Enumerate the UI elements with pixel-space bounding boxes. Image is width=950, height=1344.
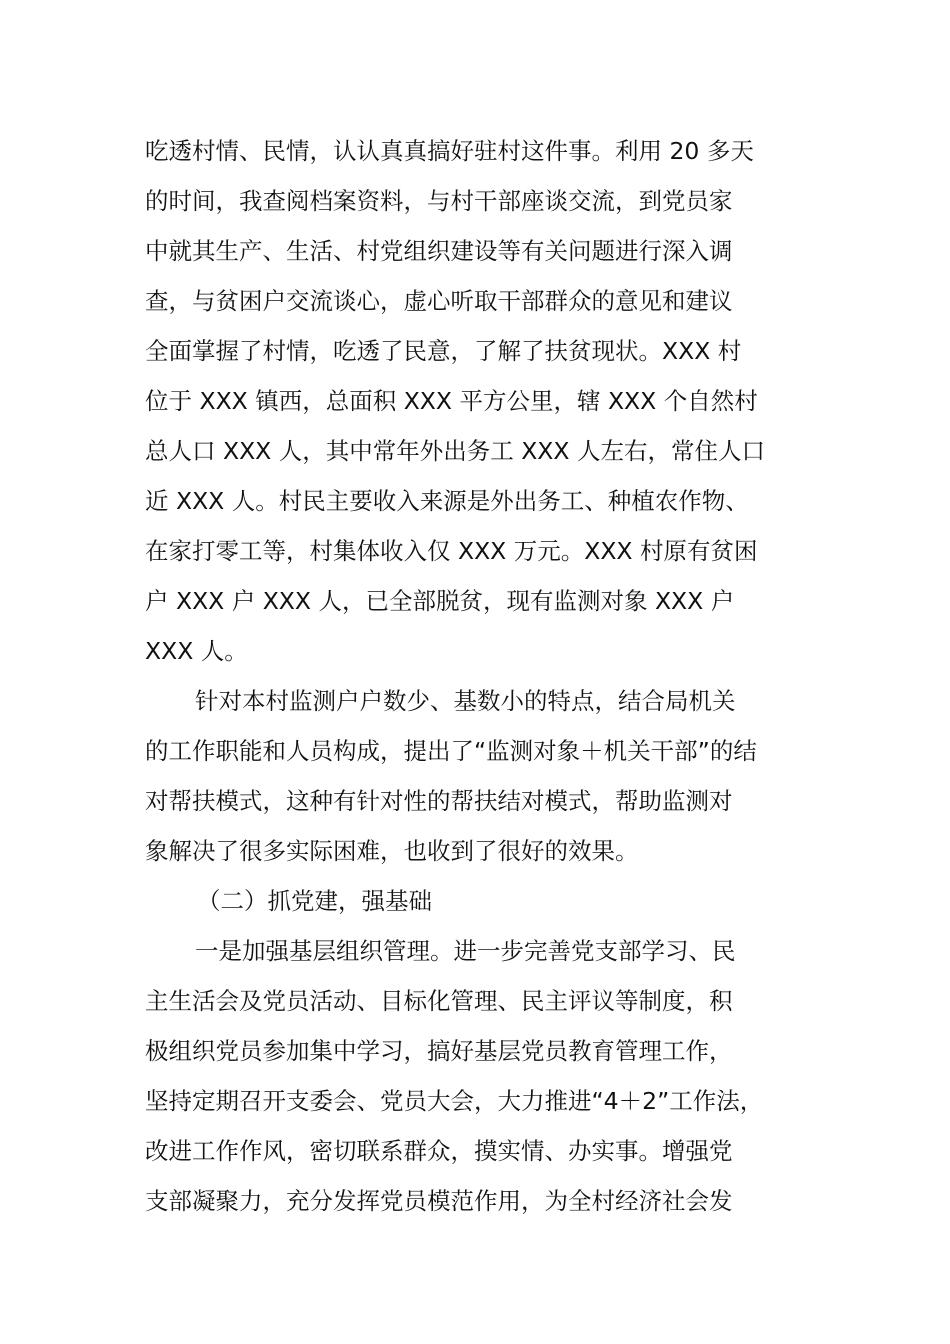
text-line: XXX 人。 [145, 637, 248, 665]
text-line: 总人口 XXX 人，其中常年外出务工 XXX 人左右，常住人口 [145, 437, 765, 465]
text-line: 象解决了很多实际困难，也收到了很好的效果。 [145, 837, 639, 865]
text-line: 极组织党员参加集中学习，搞好基层党员教育管理工作， [145, 1037, 733, 1065]
section-heading: （二）抓党建，强基础 [197, 887, 432, 915]
text-line: 查，与贫困户交流谈心，虚心听取干部群众的意见和建议 [145, 287, 733, 315]
text-line: 中就其生产、生活、村党组织建设等有关问题进行深入调 [145, 237, 733, 265]
text-line: 近 XXX 人。村民主要收入来源是外出务工、种植农作物、 [145, 487, 749, 515]
text-line: 对帮扶模式，这种有针对性的帮扶结对模式，帮助监测对 [145, 787, 733, 815]
text-line: 位于 XXX 镇西，总面积 XXX 平方公里，辖 XXX 个自然村 [145, 387, 758, 415]
text-line: 在家打零工等，村集体收入仅 XXX 万元。XXX 村原有贫困 [145, 537, 758, 565]
text-line: 的时间，我查阅档案资料，与村干部座谈交流，到党员家 [145, 187, 733, 215]
document-body [145, 126, 835, 1226]
text-line: 全面掌握了村情，吃透了民意，了解了扶贫现状。XXX 村 [145, 337, 742, 365]
text-line: 吃透村情、民情，认认真真搞好驻村这件事。利用 20 多天 [145, 137, 754, 165]
text-line: 主生活会及党员活动、目标化管理、民主评议等制度，积 [145, 987, 733, 1015]
paragraph-first-line: 一是加强基层组织管理。进一步完善党支部学习、民 [195, 937, 736, 965]
text-line: 坚持定期召开支委会、党员大会，大力推进“4＋2”工作法， [145, 1087, 764, 1115]
paragraph-first-line: 针对本村监测户户数少、基数小的特点，结合局机关 [195, 687, 736, 715]
text-line: 的工作职能和人员构成，提出了“监测对象＋机关干部”的结 [145, 737, 757, 765]
text-line: 支部凝聚力，充分发挥党员模范作用，为全村经济社会发 [145, 1187, 733, 1215]
text-line: 户 XXX 户 XXX 人，已全部脱贫，现有监测对象 XXX 户 [145, 587, 735, 615]
text-line: 改进工作作风，密切联系群众，摸实情、办实事。增强党 [145, 1137, 733, 1165]
